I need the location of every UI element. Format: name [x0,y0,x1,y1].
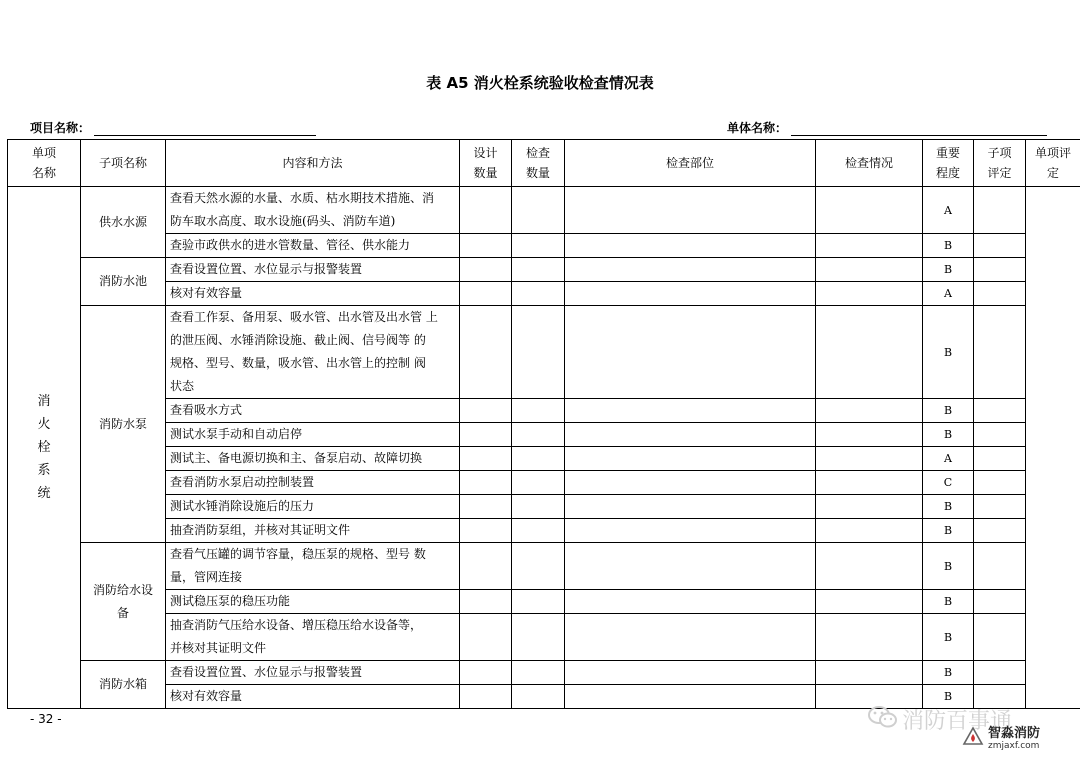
content-cell: 查看气压罐的调节容量，稳压泵的规格、型号 数 量，管网连接 [166,543,460,590]
table-row [8,471,1080,495]
importance-cell: B [923,234,974,258]
design-qty-cell [460,447,512,471]
check-status-cell [816,187,923,234]
table-row [8,590,1080,614]
check-location-cell [565,614,816,661]
importance-cell: B [923,399,974,423]
table-row [8,258,1080,282]
unit-name-underline [791,123,1047,136]
content-cell: 查看设置位置、水位显示与报警装置 [166,258,460,282]
project-name-field [30,119,316,136]
group-water-source: 供水水源 [81,187,166,258]
table-row [8,495,1080,519]
check-qty-cell [512,614,565,661]
check-location-cell [565,399,816,423]
subitem-eval-cell [974,258,1026,282]
check-qty-cell [512,661,565,685]
content-cell: 测试水锤消除设施后的压力 [166,495,460,519]
check-location-cell [565,685,816,709]
group-water-tank: 消防水箱 [81,661,166,709]
inspection-table [7,139,1080,709]
importance-cell: B [923,423,974,447]
importance-cell: A [923,282,974,306]
design-qty-cell [460,187,512,234]
importance-cell: A [923,187,974,234]
table-row [8,234,1080,258]
page-title: 表 A5 消火栓系统验收检查情况表 [426,74,654,92]
design-qty-cell [460,495,512,519]
check-qty-cell [512,471,565,495]
check-status-cell [816,399,923,423]
design-qty-cell [460,258,512,282]
table-row [8,614,1080,661]
table-row [8,423,1080,447]
content-cell: 查看工作泵、备用泵、吸水管、出水管及出水管 上 的泄压阀、水锤消除设施、截止阀、信号阀等 的 规格、型号、数量，吸水管、出水管上的控制 阀 状态 [166,306,460,399]
check-qty-cell [512,590,565,614]
check-status-cell [816,447,923,471]
subitem-eval-cell [974,614,1026,661]
check-location-cell [565,519,816,543]
design-qty-cell [460,685,512,709]
design-qty-cell [460,399,512,423]
wechat-icon [868,705,898,735]
item-eval-cell [1026,187,1080,709]
subitem-eval-cell [974,471,1026,495]
design-qty-cell [460,590,512,614]
group-fire-pool: 消防水池 [81,258,166,306]
subitem-eval-cell [974,519,1026,543]
check-location-cell [565,661,816,685]
design-qty-cell [460,471,512,495]
check-qty-cell [512,685,565,709]
page-number: - 32 - [30,712,62,726]
check-status-cell [816,234,923,258]
check-location-cell [565,447,816,471]
header-subitem-eval: 子项 评定 [974,140,1026,187]
check-status-cell [816,614,923,661]
check-status-cell [816,306,923,399]
check-qty-cell [512,234,565,258]
check-qty-cell [512,399,565,423]
check-status-cell [816,543,923,590]
header-item-name: 单项 名称 [8,140,81,187]
subitem-eval-cell [974,590,1026,614]
header-check-qty: 检查 数量 [512,140,565,187]
check-qty-cell [512,495,565,519]
content-cell: 抽查消防气压给水设备、增压稳压给水设备等， 并核对其证明文件 [166,614,460,661]
content-cell: 查看天然水源的水量、水质、枯水期技术措施、消 防车取水高度、取水设施(码头、消防车道) [166,187,460,234]
design-qty-cell [460,519,512,543]
design-qty-cell [460,234,512,258]
table-row [8,661,1080,685]
importance-cell: B [923,495,974,519]
header-check-status: 检查情况 [816,140,923,187]
check-status-cell [816,471,923,495]
subitem-eval-cell [974,447,1026,471]
header-item-eval: 单项评 定 [1026,140,1080,187]
subitem-eval-cell [974,495,1026,519]
check-status-cell [816,519,923,543]
brand-name: 智淼消防 [988,726,1041,741]
subitem-eval-cell [974,306,1026,399]
importance-cell: B [923,614,974,661]
unit-name-label: 单体名称： [727,121,788,135]
importance-cell: A [923,447,974,471]
design-qty-cell [460,661,512,685]
importance-cell: B [923,543,974,590]
check-qty-cell [512,519,565,543]
header-content-method: 内容和方法 [166,140,460,187]
check-qty-cell [512,282,565,306]
check-status-cell [816,661,923,685]
header-subitem-name: 子项名称 [81,140,166,187]
importance-cell: B [923,590,974,614]
table-row [8,187,1080,234]
importance-cell: C [923,471,974,495]
design-qty-cell [460,282,512,306]
watermark-text: 消防百事通 [902,709,1013,734]
check-location-cell [565,543,816,590]
content-cell: 抽查消防泵组，并核对其证明文件 [166,519,460,543]
importance-cell: B [923,661,974,685]
content-cell: 查看吸水方式 [166,399,460,423]
content-cell: 查看消防水泵启动控制装置 [166,471,460,495]
table-row [8,447,1080,471]
check-location-cell [565,471,816,495]
content-cell: 测试水泵手动和自动启停 [166,423,460,447]
check-qty-cell [512,447,565,471]
table-row [8,399,1080,423]
importance-cell: B [923,258,974,282]
check-status-cell [816,282,923,306]
project-name-underline [94,123,316,136]
check-location-cell [565,306,816,399]
brand-url: zmjaxf.com [988,741,1040,751]
importance-cell: B [923,519,974,543]
table-row [8,519,1080,543]
check-status-cell [816,495,923,519]
check-status-cell [816,423,923,447]
check-qty-cell [512,423,565,447]
brand-watermark [962,726,1040,752]
subitem-eval-cell [974,661,1026,685]
check-location-cell [565,495,816,519]
header-design-qty: 设计 数量 [460,140,512,187]
project-name-label: 项目名称： [30,121,91,135]
content-cell: 查验市政供水的进水管数量、管径、供水能力 [166,234,460,258]
design-qty-cell [460,423,512,447]
flame-logo-icon [962,726,984,752]
subitem-eval-cell [974,543,1026,590]
table-row [8,282,1080,306]
subitem-eval-cell [974,399,1026,423]
check-qty-cell [512,306,565,399]
subitem-eval-cell [974,187,1026,234]
design-qty-cell [460,543,512,590]
check-location-cell [565,423,816,447]
content-cell: 测试主、备电源切换和主、备泵启动、故障切换 [166,447,460,471]
check-qty-cell [512,543,565,590]
check-location-cell [565,590,816,614]
table-row [8,543,1080,590]
subitem-eval-cell [974,234,1026,258]
check-qty-cell [512,187,565,234]
design-qty-cell [460,306,512,399]
importance-cell: B [923,306,974,399]
header-check-location: 检查部位 [565,140,816,187]
content-cell: 核对有效容量 [166,282,460,306]
check-location-cell [565,282,816,306]
group-fire-pump: 消防水泵 [81,306,166,543]
check-status-cell [816,258,923,282]
system-name-cell: 消 火 栓 系 统 [8,187,81,709]
content-cell: 核对有效容量 [166,685,460,709]
check-location-cell [565,258,816,282]
design-qty-cell [460,614,512,661]
table-row [8,306,1080,399]
unit-name-field [727,119,1047,136]
check-location-cell [565,234,816,258]
header-importance: 重要 程度 [923,140,974,187]
header-row [8,140,1080,187]
check-location-cell [565,187,816,234]
content-cell: 查看设置位置、水位显示与报警装置 [166,661,460,685]
subitem-eval-cell [974,423,1026,447]
subitem-eval-cell [974,282,1026,306]
check-status-cell [816,590,923,614]
check-qty-cell [512,258,565,282]
group-water-supply-equipment: 消防给水设 备 [81,543,166,661]
content-cell: 测试稳压泵的稳压功能 [166,590,460,614]
importance-cell: B [923,685,974,709]
